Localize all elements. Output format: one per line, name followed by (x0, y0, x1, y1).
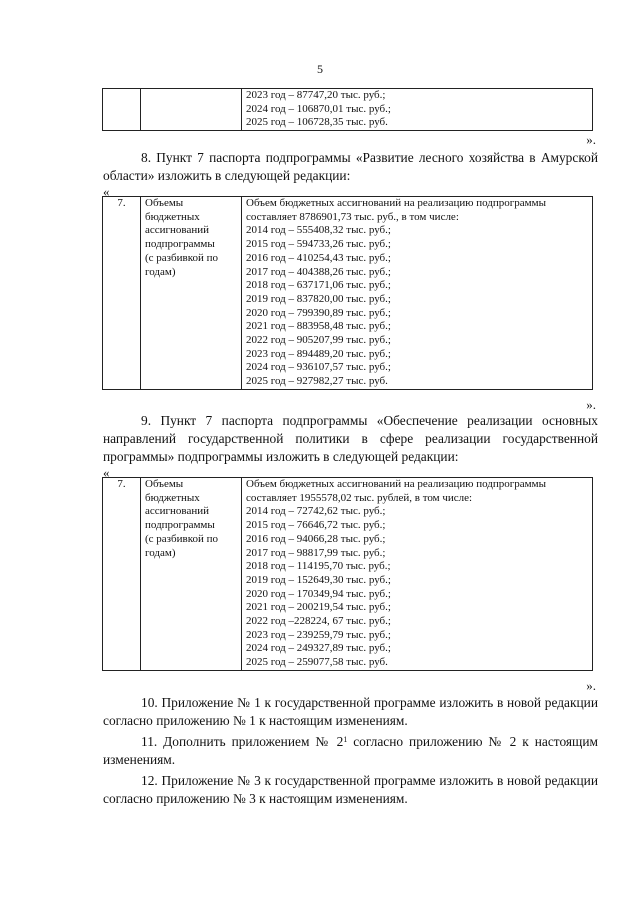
table-cell-label: Объемы бюджетных ассигнований подпрограммы (с разбивкой по годам) (141, 197, 242, 390)
table-cell-number (103, 89, 141, 131)
forestry-budget-table (102, 196, 593, 390)
table-cell-values (242, 89, 593, 131)
closing-quote: ». (586, 132, 596, 147)
superscript: 1 (343, 735, 348, 744)
table-cell-values: Объем бюджетных ассигнований на реализацию подпрограммы составляет 8786901,73 тыс. руб., в том числе: 2014 год – 555408,32 тыс. руб.; 2015 год – 594733,26 тыс. руб.; 2016 год – 410254,43 тыс. руб.; 2017 год – 404388,26 тыс. руб.; 2018 год – 637171,06 тыс. руб.; 2019 год – 837820,00 тыс. руб.; 2020 год – 799390,89 тыс. руб.; 2021 год – 883958,48 тыс. руб.; 2022 год – 905207,99 тыс. руб.; 2023 год – 894489,20 тыс. руб.; 2024 год – 936107,57 тыс. руб.; 2025 год – 927982,27 тыс. руб. (242, 197, 593, 390)
table-cell-label: Объемы бюджетных ассигнований подпрограммы (с разбивкой по годам) (141, 478, 242, 671)
page-number: 5 (317, 62, 323, 76)
table-row (103, 89, 593, 131)
year-line: 2023 год – 87747,20 тыс. руб.; (246, 89, 386, 101)
paragraph-8: 8. Пункт 7 паспорта подпрограммы «Развитие лесного хозяйства в Амурской области» изложить в следующей редакции: (103, 150, 598, 183)
table-cell-number: 7. (103, 197, 141, 390)
closing-quote: ». (586, 397, 596, 412)
year-line: 2025 год – 106728,35 тыс. руб. (246, 116, 388, 129)
table-cell-number: 7. (103, 478, 141, 671)
policy-budget-table (102, 477, 593, 671)
paragraph-12: 12. Приложение № 3 к государственной программе изложить в новой редакции согласно приложению № 3 к настоящим изменениям. (103, 773, 598, 806)
top-budget-table (102, 88, 593, 131)
year-line: 2024 год – 106870,01 тыс. руб.; (246, 102, 391, 115)
table-cell-values: Объем бюджетных ассигнований на реализацию подпрограммы составляет 1955578,02 тыс. рублей, в том числе: 2014 год – 72742,62 тыс. руб.; 2015 год – 76646,72 тыс. руб.; 2016 год – 94066,28 тыс. руб.; 2017 год – 98817,99 тыс. руб.; 2018 год – 114195,70 тыс. руб.; 2019 год – 152649,30 тыс. руб.; 2020 год – 170349,94 тыс. руб.; 2021 год – 200219,54 тыс. руб.; 2022 год –228224, 67 тыс. руб.; 2023 год – 239259,79 тыс. руб.; 2024 год – 249327,89 тыс. руб.; 2025 год – 259077,58 тыс. руб. (242, 478, 593, 671)
paragraph-11: 11. Дополнить приложением № $2^1$ согласно приложению № 2 к настоящим изменениям. (103, 734, 598, 767)
table-row (103, 197, 593, 390)
table-row (103, 478, 593, 671)
paragraph-10: 10. Приложение № 1 к государственной программе изложить в новой редакции согласно приложению № 1 к настоящим изменениям. (103, 695, 598, 728)
opening-quote: « (103, 465, 110, 480)
paragraph-9: 9. Пункт 7 паспорта подпрограммы «Обеспечение реализации основных направлений государственной политики в сфере реализации государственной программы» подпрограммы изложить в следующей редакции: (103, 413, 598, 464)
closing-quote: ». (586, 678, 596, 693)
table-cell-label (141, 89, 242, 131)
opening-quote: « (103, 184, 110, 199)
